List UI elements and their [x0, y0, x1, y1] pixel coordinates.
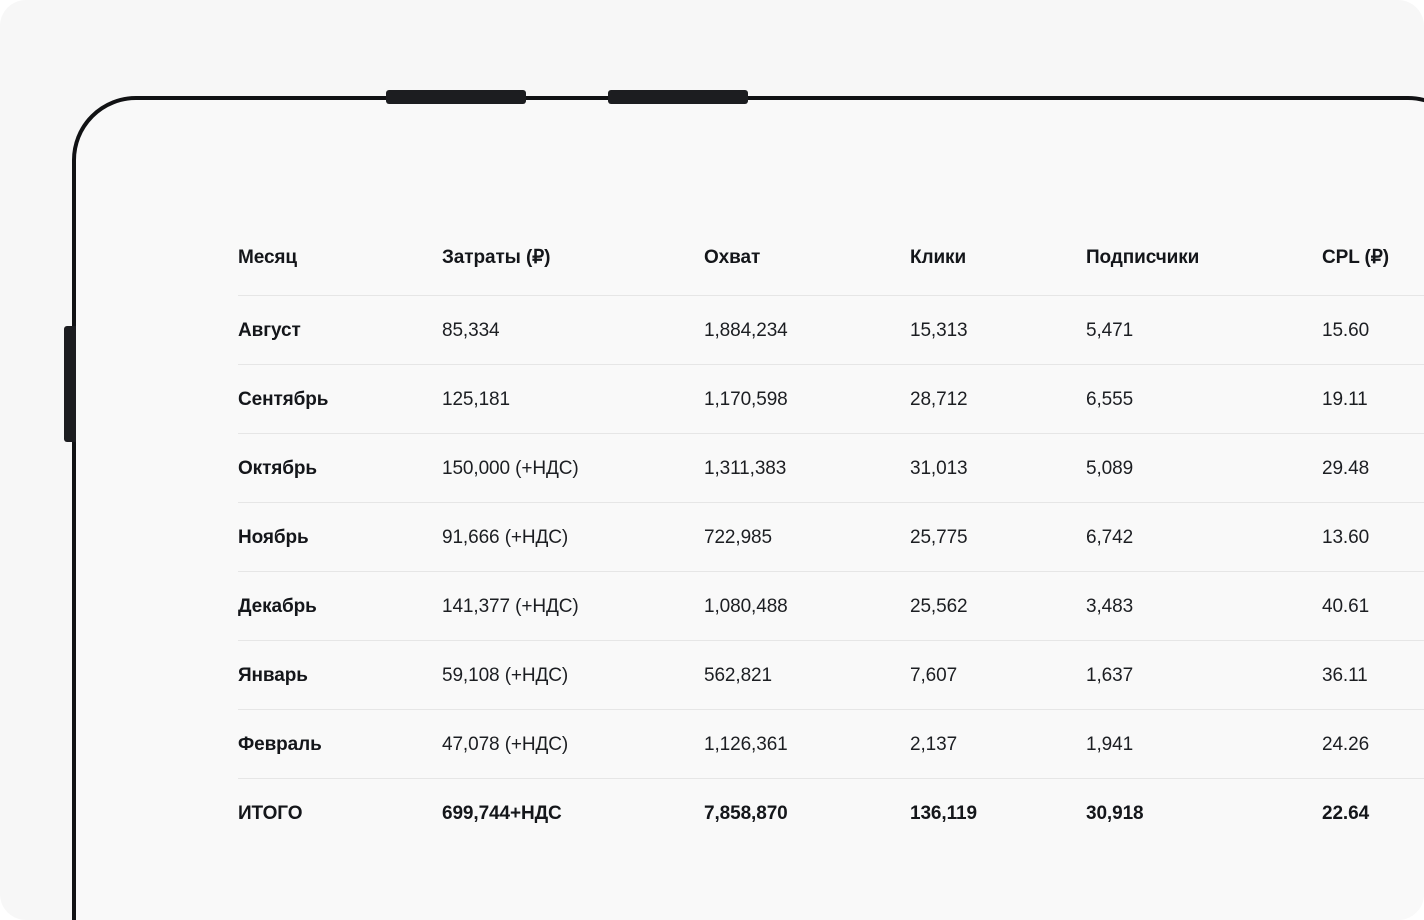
cell-reach: 1,884,234 — [704, 320, 788, 341]
report-content — [238, 246, 1424, 847]
cell-clicks: 2,137 — [910, 734, 958, 755]
cell-reach: 562,821 — [704, 665, 772, 686]
cell-spend: 141,377 (+НДС) — [442, 596, 579, 617]
cell-month: Декабрь — [238, 596, 317, 617]
cell-subscribers: 5,089 — [1086, 458, 1134, 479]
column-header-month: Месяц — [238, 246, 297, 268]
cell-cpl: 24.26 — [1322, 734, 1370, 755]
cell-cpl: 19.11 — [1322, 389, 1368, 410]
tablet-device-frame — [72, 96, 1424, 920]
cell-clicks: 15,313 — [910, 320, 968, 341]
cell-month: Октябрь — [238, 458, 318, 479]
cell-reach: 722,985 — [704, 527, 772, 548]
cell-month: Ноябрь — [238, 527, 309, 548]
table-row — [238, 296, 1424, 365]
cell-subscribers: 6,742 — [1086, 527, 1134, 548]
cell-month: Февраль — [238, 734, 322, 755]
column-header-clicks: Клики — [910, 246, 967, 268]
cell-subscribers: 6,555 — [1086, 389, 1134, 410]
cell-spend: 85,334 — [442, 320, 500, 341]
cell-month: Август — [238, 320, 301, 341]
cell-clicks: 25,775 — [910, 527, 968, 548]
cell-total-spend: 699,744+НДС — [442, 803, 562, 824]
table-row — [238, 503, 1424, 572]
table-row — [238, 641, 1424, 710]
table-row — [238, 434, 1424, 503]
cell-reach: 1,080,488 — [704, 596, 788, 617]
cell-spend: 125,181 — [442, 389, 510, 410]
table-total-row — [238, 779, 1424, 848]
column-header-reach: Охват — [704, 246, 761, 268]
device-screen — [90, 114, 1424, 920]
cell-spend: 91,666 (+НДС) — [442, 527, 569, 548]
cell-spend: 47,078 (+НДС) — [442, 734, 569, 755]
cell-clicks: 25,562 — [910, 596, 968, 617]
table-header-row — [238, 246, 1424, 296]
cell-month: Январь — [238, 665, 308, 686]
sensor-bar-left-icon — [386, 90, 526, 104]
cell-month: Сентябрь — [238, 389, 329, 410]
cell-clicks: 28,712 — [910, 389, 968, 410]
cell-cpl: 15.60 — [1322, 320, 1370, 341]
cell-cpl: 13.60 — [1322, 527, 1370, 548]
cell-cpl: 29.48 — [1322, 458, 1370, 479]
campaign-metrics-table — [238, 246, 1424, 847]
cell-total-reach: 7,858,870 — [704, 803, 788, 824]
table-header — [238, 246, 1424, 296]
table-body — [238, 296, 1424, 848]
table-row — [238, 710, 1424, 779]
cell-clicks: 31,013 — [910, 458, 968, 479]
column-header-cpl: CPL (₽) — [1322, 247, 1389, 268]
cell-reach: 1,126,361 — [704, 734, 788, 755]
cell-reach: 1,311,383 — [704, 458, 787, 479]
cell-reach: 1,170,598 — [704, 389, 788, 410]
column-header-subscribers: Подписчики — [1086, 246, 1200, 268]
cell-subscribers: 1,637 — [1086, 665, 1134, 686]
cell-spend: 59,108 (+НДС) — [442, 665, 569, 686]
cell-cpl: 40.61 — [1322, 596, 1370, 617]
cell-clicks: 7,607 — [910, 665, 958, 686]
cell-subscribers: 1,941 — [1086, 734, 1134, 755]
cell-total-clicks: 136,119 — [910, 803, 977, 824]
table-row — [238, 365, 1424, 434]
cell-subscribers: 5,471 — [1086, 320, 1134, 341]
device-side-button[interactable] — [64, 326, 76, 442]
table-row — [238, 572, 1424, 641]
cell-total-subscribers: 30,918 — [1086, 803, 1144, 824]
cell-total-cpl: 22.64 — [1322, 803, 1370, 824]
column-header-spend: Затраты (₽) — [442, 247, 551, 268]
cell-cpl: 36.11 — [1322, 665, 1368, 686]
cell-total-label: ИТОГО — [238, 803, 303, 824]
sensor-bar-right-icon — [608, 90, 748, 104]
cell-subscribers: 3,483 — [1086, 596, 1134, 617]
cell-spend: 150,000 (+НДС) — [442, 458, 579, 479]
